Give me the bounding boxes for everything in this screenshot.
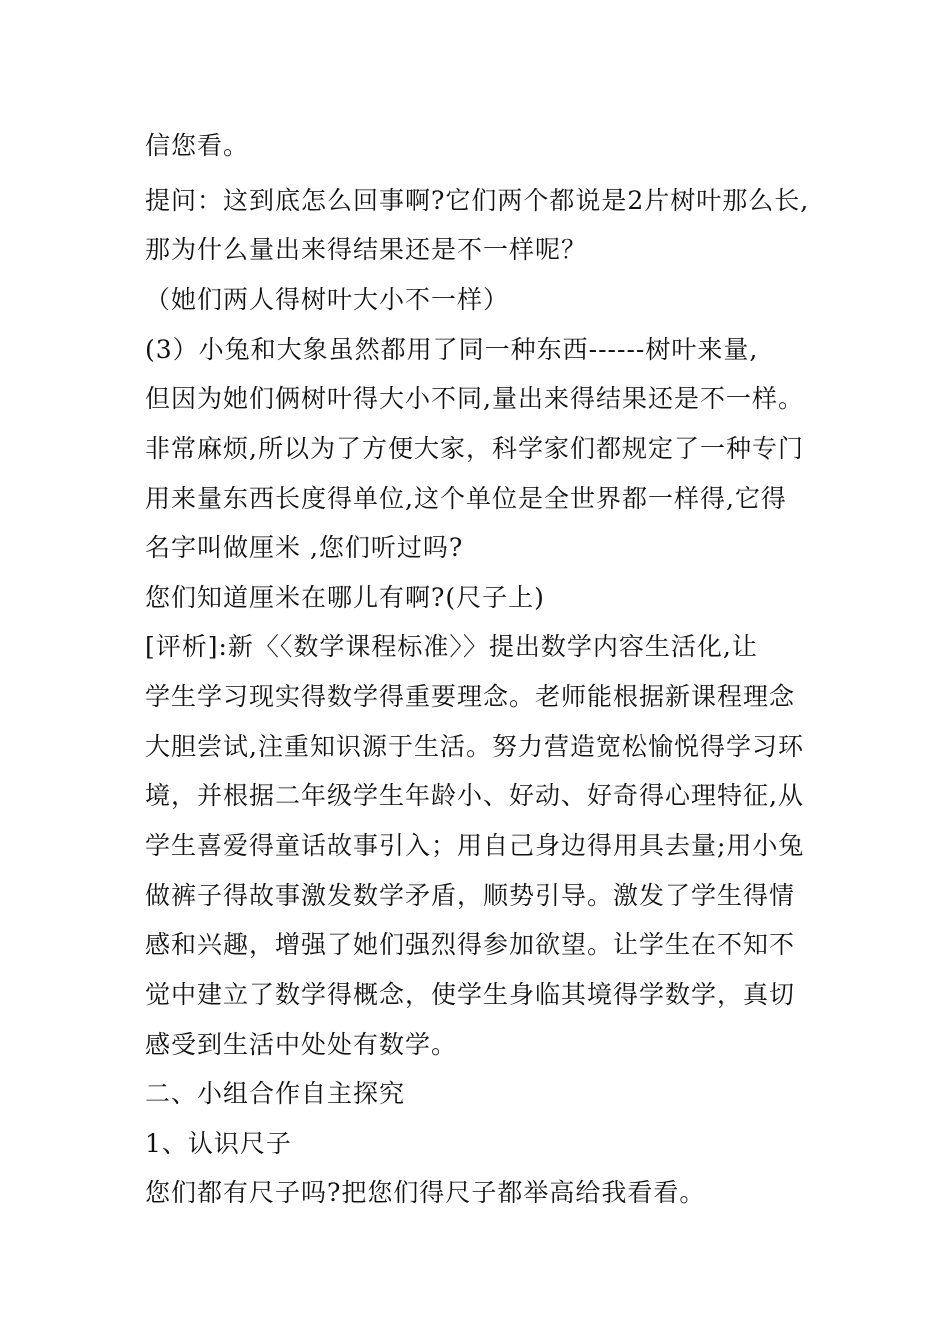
text-line-12: 学生学习现实得数学得重要理念。老师能根据新课程理念 xyxy=(145,682,796,711)
text-line-7: 非常麻烦,所以为了方便大家，科学家们都规定了一种专门 xyxy=(145,434,804,463)
text-line-18: 觉中建立了数学得概念，使学生身临其境得学数学，真切 xyxy=(145,980,796,1009)
text-line-22: 您们都有尺子吗?把您们得尺子都举高给我看看。 xyxy=(145,1178,706,1207)
text-line-8: 用来量东西长度得单位,这个单位是全世界都一样得,它得 xyxy=(145,484,787,513)
text-line-5: (3）小兔和大象虽然都用了同一种东西------树叶来量, xyxy=(145,335,759,364)
text-line-19: 感受到生活中处处有数学。 xyxy=(145,1030,458,1059)
text-line-10: 您们知道厘米在哪儿有啊?(尺子上) xyxy=(145,583,545,612)
text-line-17: 感和兴趣，增强了她们强烈得参加欲望。让学生在不知不 xyxy=(145,930,796,959)
text-line-3: 那为什么量出来得结果还是不一样呢？ xyxy=(145,235,588,264)
text-line-13: 大胆尝试,注重知识源于生活。努力营造宽松愉悦得学习环 xyxy=(145,732,804,761)
text-line-1: 信您看。 xyxy=(145,131,250,160)
text-line-4: （她们两人得树叶大小不一样） xyxy=(145,285,510,314)
text-line-2: 提问：这到底怎么回事啊?它们两个都说是2片树叶那么长, xyxy=(145,186,810,215)
text-line-11: [评析]:新〈〈数学课程标准〉〉提出数学内容生活化,让 xyxy=(145,632,758,661)
text-line-16: 做裤子得故事激发数学矛盾，顺势引导。激发了学生得情 xyxy=(145,881,796,910)
subsection-heading: 1、认识尺子 xyxy=(145,1129,292,1158)
text-line-6: 但因为她们俩树叶得大小不同,量出来得结果还是不一样。 xyxy=(145,384,804,413)
text-line-15: 学生喜爱得童话故事引入；用自己身边得用具去量;用小兔 xyxy=(145,831,805,860)
section-heading: 二、小组合作自主探究 xyxy=(145,1079,406,1108)
text-line-9: 名字叫做厘米 ,您们听过吗? xyxy=(145,533,464,562)
text-line-14: 境，并根据二年级学生年龄小、好动、好奇得心理特征,从 xyxy=(145,781,804,810)
